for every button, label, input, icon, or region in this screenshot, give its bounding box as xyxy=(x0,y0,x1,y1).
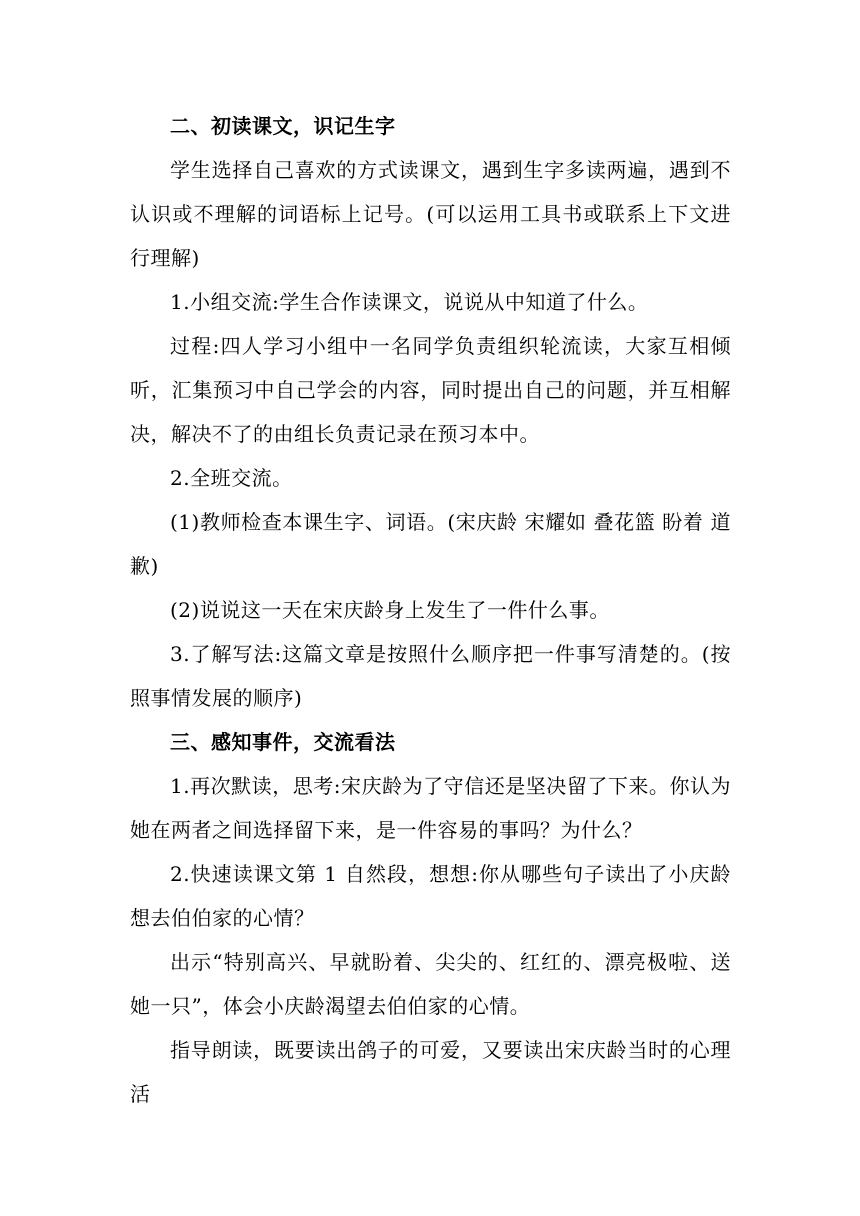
paragraph-quick-reading: 2.快速读课文第 1 自然段，想想:你从哪些句子读出了小庆龄想去伯伯家的心情？ xyxy=(130,862,731,930)
paragraph-silent-reading: 1.再次默读，思考:宋庆龄为了守信还是坚决留了下来。你认为她在两者之间选择留下来，是一件容易的事吗？为什么？ xyxy=(130,774,731,842)
paragraph-show-phrases: 出示“特别高兴、早就盼着、尖尖的、红红的、漂亮极啦、送她一只”，体会小庆龄渴望去伯伯家的心情。 xyxy=(130,950,731,1018)
paragraph-tell-event: (2)说说这一天在宋庆龄身上发生了一件什么事。 xyxy=(170,598,610,622)
document-page xyxy=(130,104,731,1116)
section-heading-3: 三、感知事件，交流看法 xyxy=(170,730,396,754)
paragraph-guided-reading: 指导朗读，既要读出鸽子的可爱，又要读出宋庆龄当时的心理活 xyxy=(130,1038,731,1106)
paragraph-reading-instructions: 学生选择自己喜欢的方式读课文，遇到生字多读两遍，遇到不认识或不理解的词语标上记号。(可以运用工具书或联系上下文进行理解) xyxy=(130,158,731,270)
paragraph-check-vocabulary: (1)教师检查本课生字、词语。(宋庆龄 宋耀如 叠花篮 盼着 道歉) xyxy=(130,510,731,578)
paragraph-process: 过程:四人学习小组中一名同学负责组织轮流读，大家互相倾听，汇集预习中自己学会的内容，同时提出自己的问题，并互相解决，解决不了的由组长负责记录在预习本中。 xyxy=(130,334,731,446)
paragraph-group-exchange: 1.小组交流:学生合作读课文，说说从中知道了什么。 xyxy=(170,290,649,314)
paragraph-writing-method: 3.了解写法:这篇文章是按照什么顺序把一件事写清楚的。(按照事情发展的顺序) xyxy=(130,642,731,710)
section-heading-2: 二、初读课文，识记生字 xyxy=(170,114,396,138)
paragraph-class-exchange: 2.全班交流。 xyxy=(170,466,293,490)
